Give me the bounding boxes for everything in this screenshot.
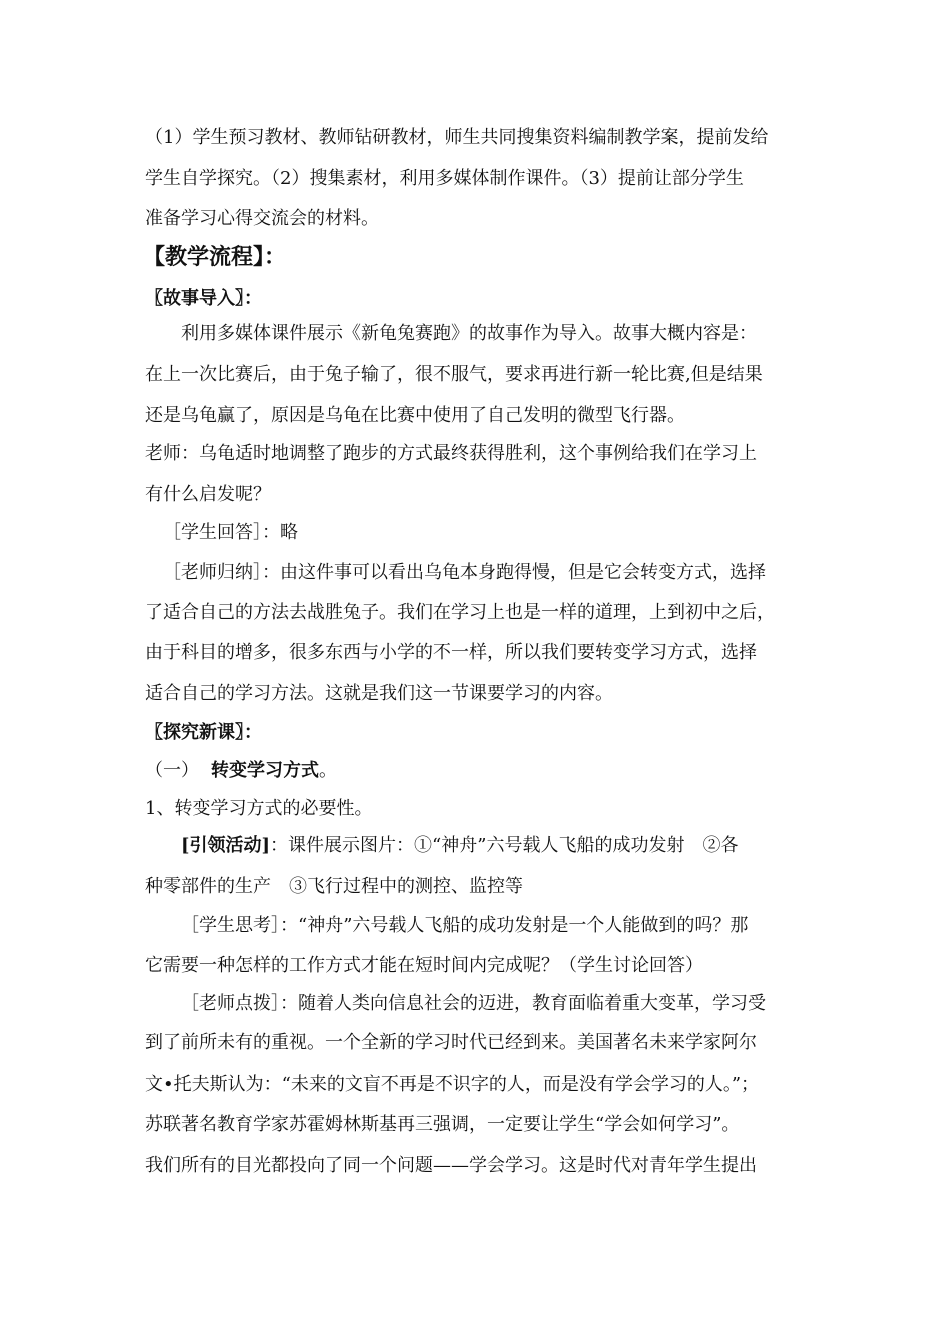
activity-line-1: [181, 834, 738, 858]
story-para-1: 利用多媒体课件展示《新龟兔赛跑》的故事作为导入。故事大概内容是：: [181, 323, 757, 344]
teacher-summary-4: 适合自己的学习方法。这就是我们这一节课要学习的内容。: [145, 683, 613, 704]
teacher-guide-3: 文•托夫斯认为：“未来的文盲不再是不识字的人，而是没有学会学习的人。”；: [145, 1074, 760, 1095]
teacher-guide-5: 我们所有的目光都投向了同一个问题——学会学习。这是时代对青年学生提出: [145, 1155, 757, 1176]
section-1-title: [145, 759, 337, 783]
prep-line-1: （1）学生预习教材、教师钻研教材，师生共同搜集资料编制教学案，提前发给: [145, 127, 769, 148]
teacher-summary-1: ［老师归纳］：由这件事可以看出乌龟本身跑得慢，但是它会转变方式，选择: [163, 562, 766, 583]
teacher-guide-2: 到了前所未有的重视。一个全新的学习时代已经到来。美国著名未来学家阿尔: [145, 1032, 757, 1053]
teacher-question-1: 老师：乌龟适时地调整了跑步的方式最终获得胜利，这个事例给我们在学习上: [145, 443, 757, 464]
teacher-guide-1: ［老师点拨］：随着人类向信息社会的迈进，教育面临着重大变革，学习受: [181, 993, 766, 1014]
flow-heading: 【教学流程】：: [143, 244, 287, 270]
explore-heading: 〖探究新课〗：: [145, 722, 262, 743]
teacher-summary-3: 由于科目的增多，很多东西与小学的不一样，所以我们要转变学习方式，选择: [145, 642, 757, 663]
prep-line-3: 准备学习心得交流会的材料。: [145, 208, 379, 229]
item-1: 1、转变学习方式的必要性。: [145, 798, 373, 819]
student-think-2: 它需要一种怎样的工作方式才能在短时间内完成呢？（学生讨论回答）: [145, 955, 703, 976]
teacher-guide-4: 苏联著名教育学家苏霍姆林斯基再三强调，一定要让学生“学会如何学习”。: [145, 1114, 740, 1135]
activity-text: ：课件展示图片：①“神舟”六号载人飞船的成功发射 ②各: [270, 835, 739, 856]
section-1-number: （一）: [145, 760, 199, 781]
student-think-1: ［学生思考］：“神舟”六号载人飞船的成功发射是一个人能做到的吗？那: [181, 915, 749, 936]
student-answer: ［学生回答］：略: [163, 522, 298, 543]
story-heading: 〖故事导入〗：: [145, 288, 262, 309]
activity-line-2: 种零部件的生产 ③飞行过程中的测控、监控等: [145, 876, 523, 897]
activity-label: [引领活动]: [181, 835, 271, 856]
section-1-label: 转变学习方式: [211, 760, 319, 781]
teacher-question-2: 有什么启发呢？: [145, 484, 271, 505]
teacher-summary-2: 了适合自己的方法去战胜兔子。我们在学习上也是一样的道理，上到初中之后，: [145, 602, 775, 623]
story-para-3: 还是乌龟赢了，原因是乌龟在比赛中使用了自己发明的微型飞行器。: [145, 405, 685, 426]
prep-line-2: 学生自学探究。（2）搜集素材，利用多媒体制作课件。（3）提前让部分学生: [145, 168, 744, 189]
story-para-2: 在上一次比赛后，由于兔子输了，很不服气，要求再进行新一轮比赛,但是结果: [145, 364, 763, 385]
section-1-period: 。: [319, 760, 337, 781]
